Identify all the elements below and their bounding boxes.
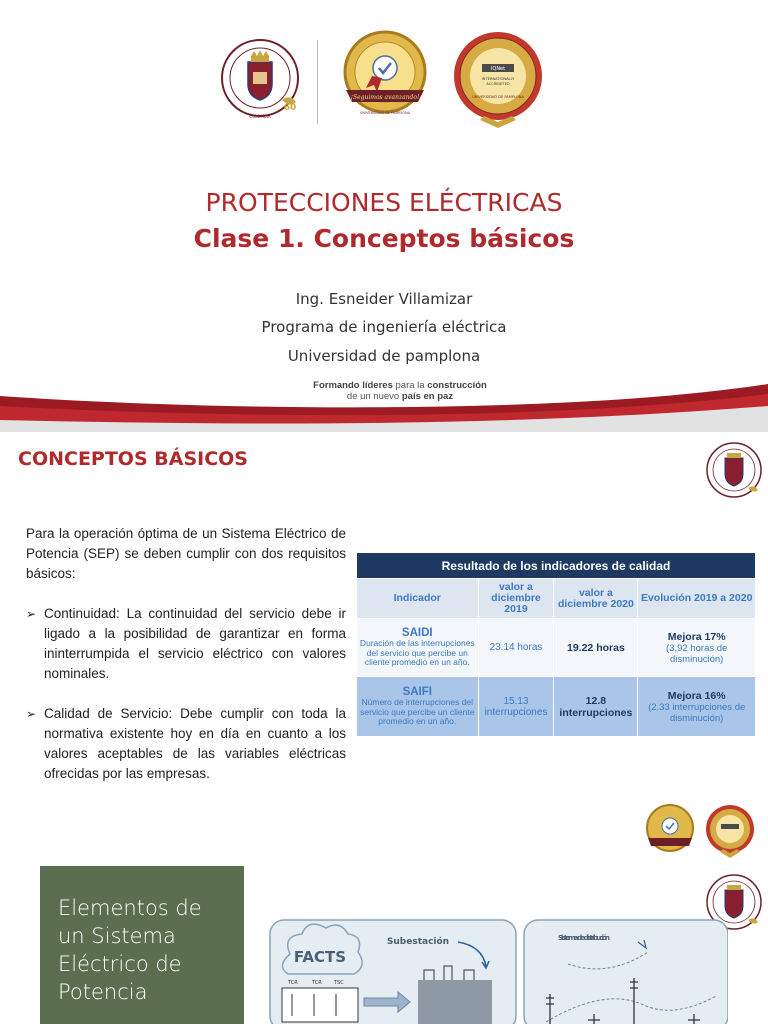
slide-title: CONCEPTOS BÁSICOS (18, 448, 248, 470)
slide-body (26, 524, 346, 804)
table-title: Resultado de los indicadores de calidad (357, 553, 756, 579)
university-crest-logo (704, 438, 764, 504)
table-row (357, 619, 756, 677)
svg-text:TCR: TCR (312, 980, 322, 986)
svg-text:60: 60 (283, 103, 297, 113)
svg-text:TSC: TSC (334, 980, 344, 986)
slogan: Formando líderes para la construcción de un nuevo país en paz (313, 380, 487, 402)
column-header: Evolución 2019 a 2020 (638, 579, 756, 619)
intro-paragraph: Para la operación óptima de un Sistema Eléctrico de Potencia (SEP) se deben cumplir con dos requisitos básicos: (26, 526, 346, 581)
facts-label: FACTS (293, 948, 347, 966)
author-name: Ing. Esneider Villamizar (295, 290, 473, 308)
distribution-label: Sistema de distribución (558, 934, 610, 942)
logo-divider (317, 40, 318, 124)
column-header: valor a diciembre 2019 (478, 579, 554, 619)
svg-text:COLOMBIA: COLOMBIA (249, 114, 271, 119)
power-system-diagram (268, 914, 728, 1024)
svg-text:UNIVERSIDAD DE PAMPLONA: UNIVERSIDAD DE PAMPLONA (359, 111, 411, 115)
svg-text:¡Seguimos avanzando!: ¡Seguimos avanzando! (350, 94, 420, 101)
value-2020: 19.22 horas (554, 619, 638, 677)
svg-text:TCR: TCR (288, 980, 298, 986)
svg-text:INTERNATIONALLY: INTERNATIONALLY (481, 77, 515, 81)
bullet-continuidad: ➢ Continuidad: La continuidad del servicio debe ir ligado a la posibilidad de garantizar en forma ininterrumpida el servicio eléctrico con valores nominales. (26, 604, 346, 684)
international-accreditation-seal (446, 26, 550, 130)
substation-label: Subestación (386, 937, 450, 947)
slide-elementos-sep (0, 864, 768, 1024)
indicator-cell: SAIFI Número de interrupciones del servicio que percibe un cliente promedio en un año. (357, 677, 479, 737)
evolution-cell: Mejora 17% (3,92 horas de disminución) (638, 619, 756, 677)
program-name: Programa de ingeniería eléctrica (261, 318, 507, 336)
indicator-cell: SAIDI Duración de las interrupciones del servicio que percibe un cliente promedio en un año. (357, 619, 479, 677)
class-subtitle: Clase 1. Conceptos básicos (193, 224, 575, 253)
university-crest-logo (220, 38, 308, 120)
slide-conceptos-basicos (0, 432, 768, 864)
value-2020: 12.8 interrupciones (554, 677, 638, 737)
university-name: Universidad de pamplona (287, 347, 481, 365)
svg-text:ACCREDITED: ACCREDITED (486, 82, 510, 86)
arrow-bullet-icon: ➢ (26, 707, 37, 721)
arrow-bullet-icon: ➢ (26, 607, 37, 621)
course-title: PROTECCIONES ELÉCTRICAS (205, 188, 563, 217)
evolution-cell: Mejora 16% (2.33 interrupciones de disminución) (638, 677, 756, 737)
svg-text:UNIVERSIDAD DE PAMPLONA: UNIVERSIDAD DE PAMPLONA (472, 95, 524, 99)
slide-title: Elementos de un Sistema Eléctrico de Potencia (58, 896, 202, 1004)
column-header: Indicador (357, 579, 479, 619)
table-row (357, 677, 756, 737)
bullet-calidad: ➢ Calidad de Servicio: Debe cumplir con toda la normativa existente hoy en día en cuanto a los valores aceptables de las variables eléctricas ofrecidas por las empresas. (26, 704, 346, 784)
international-accreditation-seal (702, 802, 758, 860)
value-2019: 23.14 horas (478, 619, 554, 677)
value-2019: 15.13 interrupciones (478, 677, 554, 737)
accreditation-seal (642, 802, 698, 858)
slide-title (0, 0, 768, 432)
svg-text:IQNet: IQNet (490, 66, 506, 72)
quality-indicators-table (356, 552, 756, 737)
column-header: valor a diciembre 2020 (554, 579, 638, 619)
accreditation-seal (332, 24, 438, 124)
